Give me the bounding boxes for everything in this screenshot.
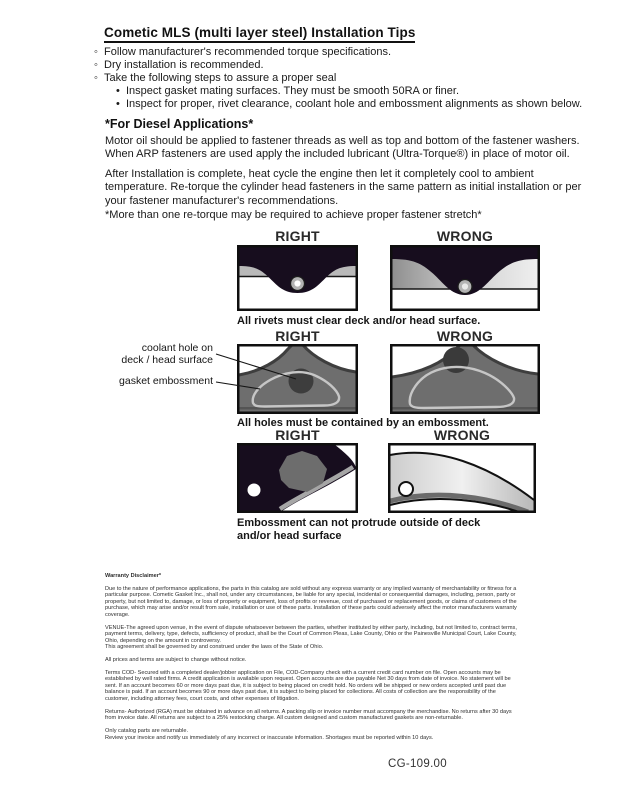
coolant-hole-annotation	[105, 343, 213, 366]
bolt-hole-icon	[399, 482, 413, 496]
retorque-note: *More than one re-torque may be required to achieve proper fastener stretch*	[105, 209, 482, 221]
terms-paragraph: Terms COD- Secured with a completed dealer/jobber application on File, COD-Company check with a current credit card number on file. Open accounts may be established by well rated firms. A credit application is available upon request. Open accounts are due payable Net 30 days from date of invoice. No statement will be sent. If an account becomes 60 or more days past due, it is subject to being placed on credit hold. No orders will be shipped or new orders accepted until past due balance is paid. If an account becomes 90 or more days past due, it is subject to being placed for collections. All costs of collection are the responsibility of the customer, including attorney fees, court costs, and other expenses of litigation.	[105, 669, 511, 702]
diesel-paragraph-2: After Installation is complete, heat cycle the engine then let it completely cool to ambient temperature. Re-torque the cylinder head fasteners in the same pattern as initial installation or per your fastener manufacturer's recommendations.	[105, 168, 582, 207]
disclaimer-heading: Warranty Disclaimer*	[105, 573, 162, 579]
figure2-wrong-diagram	[390, 344, 540, 414]
list-item: ◦ Follow manufacturer's recommended torque specifications.	[95, 46, 595, 59]
sub-list-item: • Inspect for proper, rivet clearance, coolant hole and embossment alignments as shown below.	[117, 98, 595, 111]
figure1-wrong-diagram	[390, 245, 540, 311]
list-item: ◦ Take the following steps to assure a proper seal	[95, 72, 595, 85]
figure2-caption: All holes must be contained by an embossment.	[237, 417, 489, 429]
coolant-hole-icon	[443, 347, 469, 373]
review-invoice-line: Review your invoice and notify us immediately of any incorrect or inaccurate information. Shortages must be reported within 10 days.	[105, 734, 434, 741]
figure3-right-diagram	[237, 443, 358, 513]
sub-list-item: • Inspect gasket mating surfaces. They must be smooth 50RA or finer.	[117, 85, 595, 98]
diesel-paragraph-1: Motor oil should be applied to fastener threads as well as top and bottom of the fastener washers. When ARP fasteners are used apply the included lubricant (Ultra-Torque®) in place of motor oil.	[105, 135, 580, 161]
figure2-wrong-label: WRONG	[436, 328, 494, 344]
figure1-right-label: RIGHT	[275, 228, 320, 244]
bolt-hole-icon	[248, 484, 261, 497]
caption-line: and/or head surface	[237, 529, 342, 542]
figure2-right-label: RIGHT	[275, 328, 320, 344]
diesel-applications-heading: *For Diesel Applications*	[105, 117, 254, 131]
page-title: Cometic MLS (multi layer steel) Installation Tips	[104, 25, 415, 43]
warranty-disclaimer-block	[105, 573, 519, 741]
annotation-line: coolant hole on	[141, 342, 213, 354]
annotation-line: deck / head surface	[121, 353, 213, 366]
gasket-embossment-annotation: gasket embossment	[119, 375, 213, 387]
page-code: CG-109.00	[388, 758, 447, 770]
figure3-wrong-label: WRONG	[433, 427, 491, 443]
venue-law-line: This agreement shall be governed by and construed under the laws of the State of Ohio.	[105, 644, 324, 651]
figure1-right-diagram	[237, 245, 358, 311]
figure1-caption: All rivets must clear deck and/or head surface.	[237, 315, 481, 327]
figure2-right-diagram	[237, 344, 358, 414]
figure3-right-label: RIGHT	[275, 427, 320, 443]
returns-paragraph: Returns- Authorized (RGA) must be obtained in advance on all returns. A packing slip or invoice number must accompany the merchandise. No returns after 30 days from invoice date. All returns are subject to a 25% restocking charge. All custom designed and custom manufactured gaskets are non-returnable.	[105, 708, 512, 722]
prices-line: All prices and terms are subject to change without notice.	[105, 657, 247, 664]
installation-tips-list	[95, 46, 595, 111]
figure3-caption	[237, 517, 537, 542]
catalog-returnable-line: Only catalog parts are returnable.	[105, 728, 189, 735]
figure1-wrong-label: WRONG	[436, 228, 494, 244]
venue-paragraph: VENUE-The agreed upon venue, in the event of dispute whatsoever between the parties, whether instituted by either party, including, but not limited to, contract terms, payment terms, delivery, type, defects, sufficiency of product, shall be the Court of Common Pleas, Lake County, Ohio or the Painesville Municipal Court, Lake County, Ohio, depending on the amount in controversy.	[105, 624, 517, 644]
caption-line: Embossment can not protrude outside of deck	[237, 517, 481, 529]
figure3-wrong-diagram	[388, 443, 536, 513]
list-item: ◦ Dry installation is recommended.	[95, 59, 595, 72]
warranty-paragraph: Due to the nature of performance applications, the parts in this catalog are sold without any express warranty or any implied warranty of merchantability or fitness for a particular purpose. Cometic Gasket Inc., shall not, under any circumstances, be liable for any special, incidental or consequential damages, including, person, party or property, but not limited to, damage, or loss of property or equipment, loss of profits or revenue, cost of purchased or replacement goods, or claims of customers of the purchase, which may arise and/or result from sale, installation or use of these parts. Installation of these parts could adversely affect the motor manufacturers warranty coverage.	[105, 585, 517, 618]
